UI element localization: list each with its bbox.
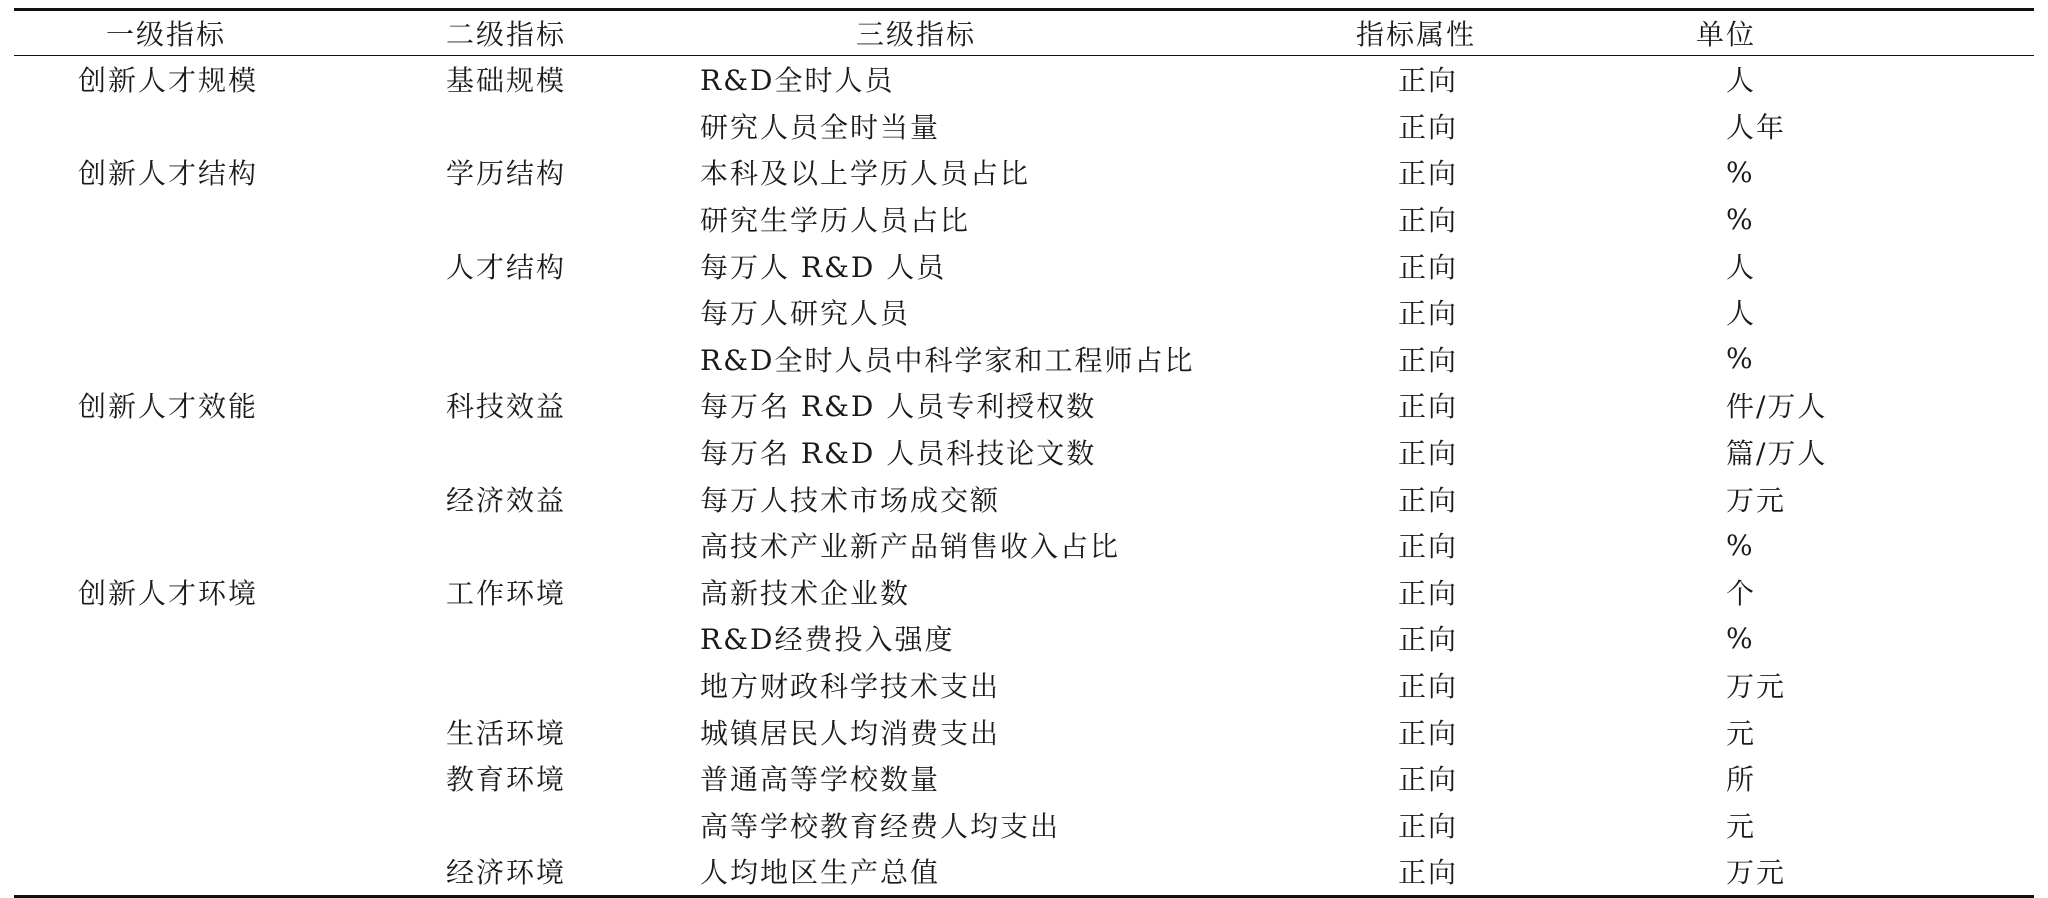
table-row <box>14 475 2034 522</box>
table-row <box>14 848 2034 895</box>
cell-level3: R&D全时人员 <box>700 64 895 98</box>
cell-level3: R&D经费投入强度 <box>700 623 955 657</box>
table-row <box>14 802 2034 849</box>
cell-unit: 人 <box>1726 250 1757 284</box>
table-row <box>14 662 2034 709</box>
cell-level2: 工作环境 <box>446 576 567 610</box>
cell-unit: % <box>1726 155 1755 189</box>
cell-unit: 所 <box>1726 763 1757 797</box>
table-row <box>14 429 2034 476</box>
cell-level3: 普通高等学校数量 <box>700 763 941 797</box>
cell-unit: 人 <box>1726 297 1757 331</box>
cell-unit: 人 <box>1726 64 1757 98</box>
cell-level1: 创新人才结构 <box>78 157 259 191</box>
cell-level3: 每万名 R&D 人员专利授权数 <box>700 390 1097 424</box>
cell-level2: 人才结构 <box>446 250 567 284</box>
cell-attribute: 正向 <box>1398 576 1459 610</box>
cell-level2: 经济环境 <box>446 856 567 890</box>
cell-attribute: 正向 <box>1398 343 1459 377</box>
cell-attribute: 正向 <box>1398 437 1459 471</box>
cell-level2: 教育环境 <box>446 763 567 797</box>
cell-level1: 创新人才效能 <box>78 390 259 424</box>
cell-attribute: 正向 <box>1398 530 1459 564</box>
table-row <box>14 289 2034 336</box>
cell-level2: 生活环境 <box>446 716 567 750</box>
cell-level3: 研究生学历人员占比 <box>700 204 971 238</box>
cell-attribute: 正向 <box>1398 716 1459 750</box>
header-level1: 一级指标 <box>106 18 227 51</box>
table-row <box>14 755 2034 802</box>
cell-level3: 人均地区生产总值 <box>700 856 941 890</box>
cell-level3: 每万人研究人员 <box>700 297 911 331</box>
header-level2: 二级指标 <box>446 18 567 51</box>
cell-unit: 万元 <box>1726 856 1787 890</box>
cell-attribute: 正向 <box>1398 157 1459 191</box>
table-row <box>14 149 2034 196</box>
cell-unit: % <box>1726 528 1755 562</box>
cell-attribute: 正向 <box>1398 390 1459 424</box>
cell-level2: 经济效益 <box>446 483 567 517</box>
table-row <box>14 336 2034 383</box>
table-row <box>14 615 2034 662</box>
cell-unit: % <box>1726 342 1755 376</box>
cell-level2: 基础规模 <box>446 64 567 98</box>
table-bottom-rule <box>14 895 2034 898</box>
table-row <box>14 708 2034 755</box>
cell-attribute: 正向 <box>1398 250 1459 284</box>
cell-level1: 创新人才规模 <box>78 64 259 98</box>
cell-attribute: 正向 <box>1398 64 1459 98</box>
cell-unit: 万元 <box>1726 483 1787 517</box>
table-header-row <box>14 11 2034 55</box>
cell-unit: % <box>1726 202 1755 236</box>
cell-level3: 每万人 R&D 人员 <box>700 250 947 284</box>
cell-level3: 高新技术企业数 <box>700 576 911 610</box>
cell-attribute: 正向 <box>1398 204 1459 238</box>
cell-level2: 科技效益 <box>446 390 567 424</box>
cell-level3: 每万人技术市场成交额 <box>700 483 1001 517</box>
table-row <box>14 569 2034 616</box>
table-row <box>14 103 2034 150</box>
header-unit: 单位 <box>1696 18 1757 51</box>
cell-attribute: 正向 <box>1398 856 1459 890</box>
cell-unit: 元 <box>1726 809 1757 843</box>
cell-unit: 人年 <box>1726 110 1787 144</box>
cell-unit: 件/万人 <box>1726 390 1828 424</box>
cell-level3: 本科及以上学历人员占比 <box>700 157 1031 191</box>
table-row <box>14 242 2034 289</box>
table-row <box>14 56 2034 103</box>
table-body <box>14 56 2034 895</box>
cell-level3: 每万名 R&D 人员科技论文数 <box>700 437 1097 471</box>
cell-attribute: 正向 <box>1398 763 1459 797</box>
header-attribute: 指标属性 <box>1356 18 1477 51</box>
cell-attribute: 正向 <box>1398 110 1459 144</box>
cell-attribute: 正向 <box>1398 670 1459 704</box>
cell-level3: 城镇居民人均消费支出 <box>700 716 1001 750</box>
cell-level1: 创新人才环境 <box>78 576 259 610</box>
cell-attribute: 正向 <box>1398 623 1459 657</box>
cell-level3: R&D全时人员中科学家和工程师占比 <box>700 343 1195 377</box>
indicator-table <box>14 8 2034 898</box>
cell-level3: 地方财政科学技术支出 <box>700 670 1001 704</box>
cell-unit: 篇/万人 <box>1726 437 1828 471</box>
cell-level2: 学历结构 <box>446 157 567 191</box>
table-row <box>14 522 2034 569</box>
cell-attribute: 正向 <box>1398 809 1459 843</box>
cell-unit: 元 <box>1726 716 1757 750</box>
cell-level3: 高技术产业新产品销售收入占比 <box>700 530 1121 564</box>
table-row <box>14 382 2034 429</box>
cell-attribute: 正向 <box>1398 297 1459 331</box>
cell-level3: 研究人员全时当量 <box>700 110 941 144</box>
table-row <box>14 196 2034 243</box>
cell-unit: 万元 <box>1726 670 1787 704</box>
cell-unit: % <box>1726 621 1755 655</box>
header-level3: 三级指标 <box>856 18 977 51</box>
cell-attribute: 正向 <box>1398 483 1459 517</box>
cell-level3: 高等学校教育经费人均支出 <box>700 809 1061 843</box>
cell-unit: 个 <box>1726 576 1757 610</box>
